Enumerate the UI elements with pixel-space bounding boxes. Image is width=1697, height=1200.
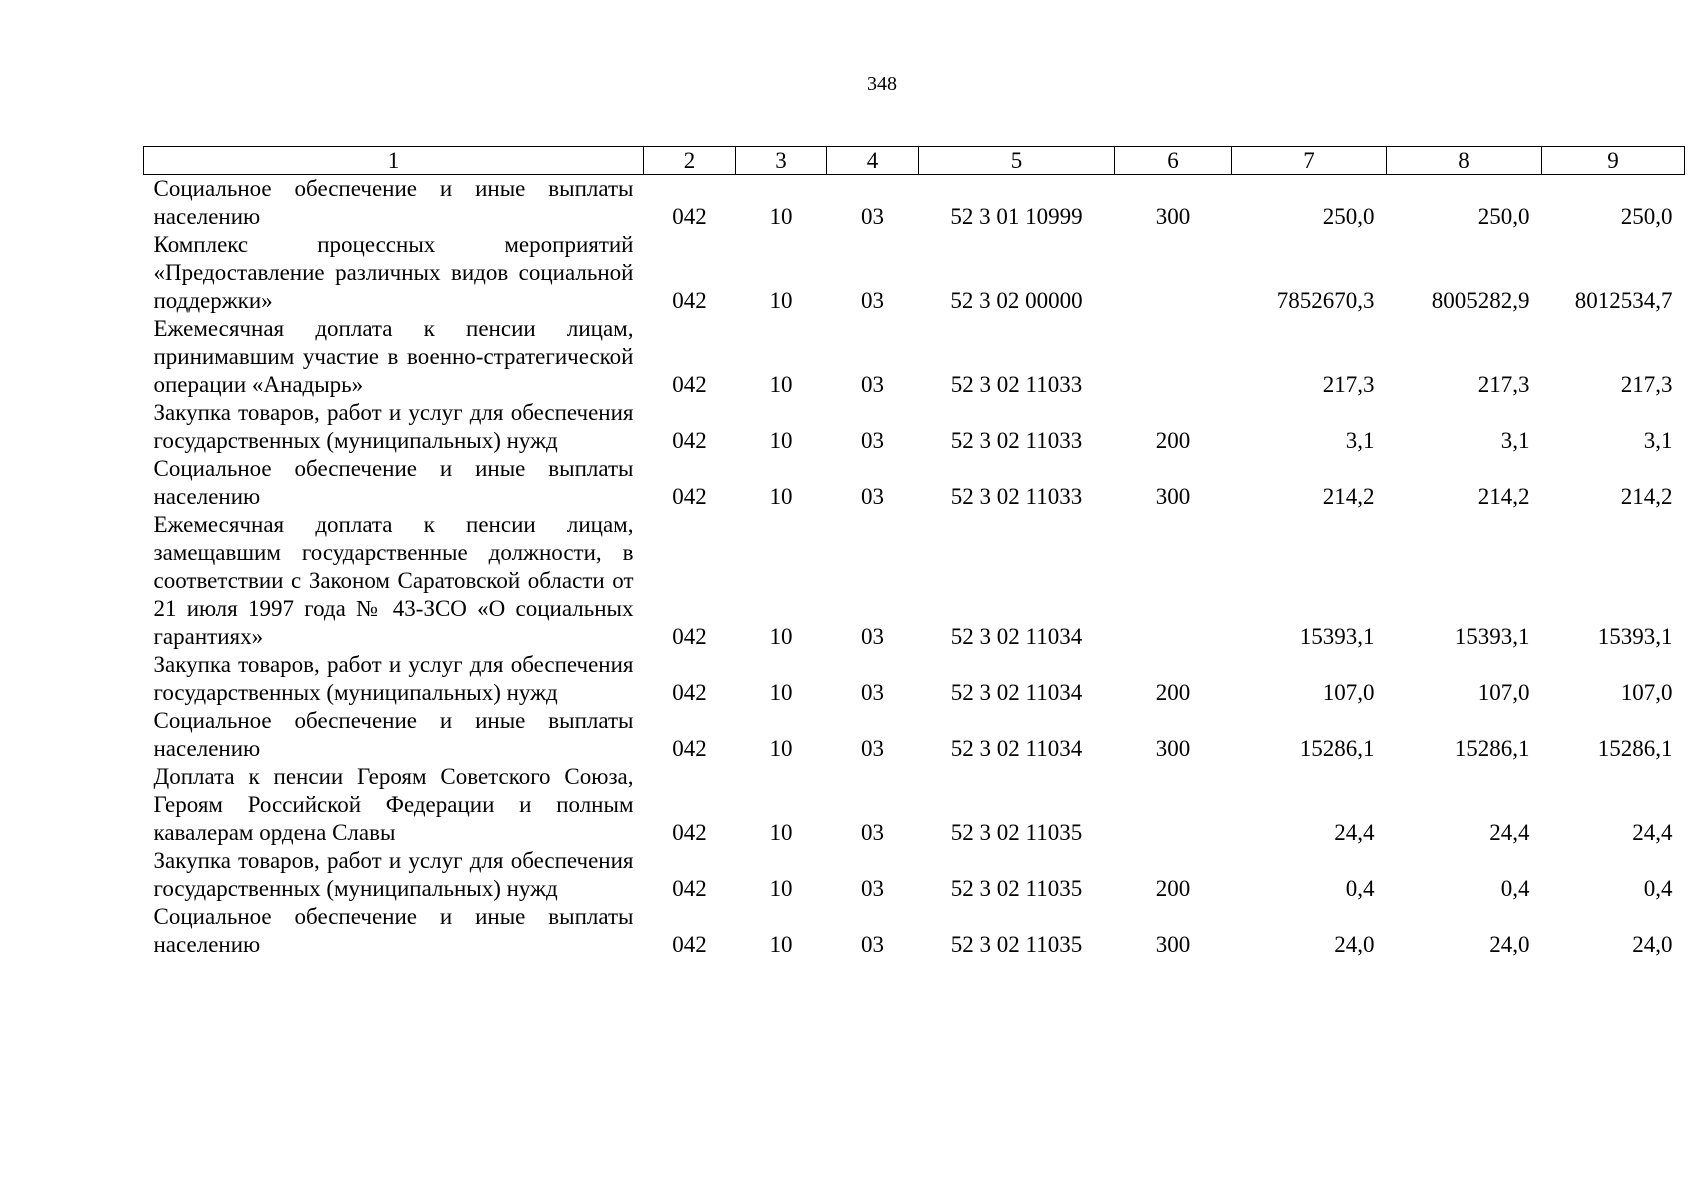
section-code: 10 bbox=[769, 820, 793, 845]
amount-col-8: 0,4 bbox=[1500, 876, 1530, 901]
header-cell-8: 8 bbox=[1387, 147, 1542, 175]
amount-col-7: 15286,1 bbox=[1299, 736, 1375, 761]
expense-type-code bbox=[1115, 511, 1232, 651]
amount-col-9: 0,4 bbox=[1643, 876, 1673, 901]
page-number: 348 bbox=[867, 73, 897, 95]
section-code: 10 bbox=[769, 932, 793, 957]
expense-type-code bbox=[1115, 763, 1232, 847]
amount-col-8: 217,3 bbox=[1477, 372, 1530, 397]
expense-type-code: 300 bbox=[1155, 932, 1191, 957]
section-code: 10 bbox=[769, 624, 793, 649]
target-article-code: 52 3 02 11034 bbox=[950, 680, 1083, 705]
ministry-code: 042 bbox=[672, 428, 707, 453]
amount-col-9: 214,2 bbox=[1620, 484, 1673, 509]
amount-col-8: 24,4 bbox=[1489, 820, 1530, 845]
subsection-code: 03 bbox=[861, 484, 884, 509]
expense-type-code: 200 bbox=[1155, 428, 1191, 453]
header-cell-2: 2 bbox=[644, 147, 736, 175]
section-code: 10 bbox=[769, 288, 793, 313]
item-name: Закупка товаров, работ и услуг для обеспечения государственных (муниципальных) нужд bbox=[153, 400, 634, 453]
amount-col-7: 24,4 bbox=[1334, 820, 1375, 845]
amount-col-8: 107,0 bbox=[1477, 680, 1530, 705]
ministry-code: 042 bbox=[672, 680, 707, 705]
expense-type-code: 300 bbox=[1155, 484, 1191, 509]
header-cell-7: 7 bbox=[1232, 147, 1387, 175]
expense-type-code: 200 bbox=[1155, 876, 1191, 901]
ministry-code: 042 bbox=[672, 372, 707, 397]
expense-type-code: 300 bbox=[1155, 204, 1191, 229]
amount-col-9: 3,1 bbox=[1643, 428, 1673, 453]
ministry-code: 042 bbox=[672, 876, 707, 901]
ministry-code: 042 bbox=[672, 288, 707, 313]
amount-col-8: 250,0 bbox=[1477, 204, 1530, 229]
item-name: Социальное обеспечение и иные выплаты населению bbox=[153, 904, 634, 957]
expense-type-code: 200 bbox=[1155, 680, 1191, 705]
subsection-code: 03 bbox=[861, 428, 884, 453]
target-article-code: 52 3 02 11035 bbox=[950, 932, 1083, 957]
budget-table bbox=[143, 146, 1685, 959]
amount-col-8: 24,0 bbox=[1489, 932, 1530, 957]
amount-col-8: 214,2 bbox=[1477, 484, 1530, 509]
table-row bbox=[144, 763, 1685, 847]
subsection-code: 03 bbox=[861, 680, 884, 705]
amount-col-8: 3,1 bbox=[1500, 428, 1530, 453]
table-row bbox=[144, 847, 1685, 903]
section-code: 10 bbox=[769, 372, 793, 397]
header-cell-1: 1 bbox=[144, 147, 644, 175]
table-header bbox=[144, 147, 1685, 175]
table-row bbox=[144, 231, 1685, 315]
amount-col-7: 15393,1 bbox=[1299, 624, 1375, 649]
amount-col-9: 15393,1 bbox=[1597, 624, 1673, 649]
table-row bbox=[144, 455, 1685, 511]
header-row bbox=[144, 147, 1685, 175]
header-cell-4: 4 bbox=[827, 147, 919, 175]
section-code: 10 bbox=[769, 204, 793, 229]
table-row bbox=[144, 175, 1685, 232]
item-name: Социальное обеспечение и иные выплаты населению bbox=[153, 176, 634, 229]
item-name: Закупка товаров, работ и услуг для обеспечения государственных (муниципальных) нужд bbox=[153, 848, 634, 901]
section-code: 10 bbox=[769, 876, 793, 901]
item-name: Социальное обеспечение и иные выплаты населению bbox=[153, 456, 634, 509]
amount-col-9: 15286,1 bbox=[1597, 736, 1673, 761]
item-name: Социальное обеспечение и иные выплаты населению bbox=[153, 708, 634, 761]
ministry-code: 042 bbox=[672, 820, 707, 845]
amount-col-7: 107,0 bbox=[1322, 680, 1375, 705]
item-name: Ежемесячная доплата к пенсии лицам, принимавшим участие в военно-стратегической операции «Анадырь» bbox=[153, 316, 634, 397]
target-article-code: 52 3 02 11033 bbox=[950, 428, 1083, 453]
target-article-code: 52 3 02 11035 bbox=[950, 820, 1083, 845]
subsection-code: 03 bbox=[861, 736, 884, 761]
amount-col-9: 250,0 bbox=[1620, 204, 1673, 229]
table-row bbox=[144, 707, 1685, 763]
ministry-code: 042 bbox=[672, 624, 707, 649]
subsection-code: 03 bbox=[861, 876, 884, 901]
table-row bbox=[144, 511, 1685, 651]
expense-type-code: 300 bbox=[1155, 736, 1191, 761]
ministry-code: 042 bbox=[672, 204, 707, 229]
table-row bbox=[144, 903, 1685, 959]
subsection-code: 03 bbox=[861, 372, 884, 397]
amount-col-7: 24,0 bbox=[1334, 932, 1375, 957]
expense-type-code bbox=[1115, 315, 1232, 399]
section-code: 10 bbox=[769, 736, 793, 761]
target-article-code: 52 3 02 11035 bbox=[950, 876, 1083, 901]
subsection-code: 03 bbox=[861, 820, 884, 845]
header-cell-3: 3 bbox=[736, 147, 827, 175]
table-row bbox=[144, 399, 1685, 455]
header-cell-6: 6 bbox=[1115, 147, 1232, 175]
amount-col-9: 24,0 bbox=[1632, 932, 1673, 957]
expense-type-code bbox=[1115, 231, 1232, 315]
subsection-code: 03 bbox=[861, 204, 884, 229]
amount-col-7: 214,2 bbox=[1322, 484, 1375, 509]
target-article-code: 52 3 02 11034 bbox=[950, 736, 1083, 761]
item-name: Закупка товаров, работ и услуг для обеспечения государственных (муниципальных) нужд bbox=[153, 652, 634, 705]
amount-col-9: 107,0 bbox=[1620, 680, 1673, 705]
section-code: 10 bbox=[769, 680, 793, 705]
ministry-code: 042 bbox=[672, 736, 707, 761]
subsection-code: 03 bbox=[861, 932, 884, 957]
target-article-code: 52 3 02 11033 bbox=[950, 484, 1083, 509]
subsection-code: 03 bbox=[861, 288, 884, 313]
amount-col-7: 0,4 bbox=[1345, 876, 1375, 901]
target-article-code: 52 3 02 11034 bbox=[950, 624, 1083, 649]
table-body bbox=[144, 175, 1685, 960]
header-cell-9: 9 bbox=[1542, 147, 1685, 175]
section-code: 10 bbox=[769, 484, 793, 509]
item-name: Комплекс процессных мероприятий «Предоставление различных видов социальной поддержки» bbox=[153, 232, 634, 313]
amount-col-7: 250,0 bbox=[1322, 204, 1375, 229]
table-row bbox=[144, 315, 1685, 399]
header-cell-5: 5 bbox=[919, 147, 1115, 175]
amount-col-7: 3,1 bbox=[1345, 428, 1375, 453]
amount-col-8: 8005282,9 bbox=[1431, 288, 1530, 313]
amount-col-9: 217,3 bbox=[1620, 372, 1673, 397]
ministry-code: 042 bbox=[672, 932, 707, 957]
amount-col-7: 7852670,3 bbox=[1276, 288, 1375, 313]
table-row bbox=[144, 651, 1685, 707]
amount-col-8: 15286,1 bbox=[1454, 736, 1530, 761]
ministry-code: 042 bbox=[672, 484, 707, 509]
item-name: Доплата к пенсии Героям Советского Союза, Героям Российской Федерации и полным кавалерам ордена Славы bbox=[153, 764, 634, 845]
item-name: Ежемесячная доплата к пенсии лицам, замещавшим государственные должности, в соответствии с Законом Саратовской области от 21 июля 1997 года № 43-ЗСО «О социальных гарантиях» bbox=[153, 512, 634, 649]
subsection-code: 03 bbox=[861, 624, 884, 649]
amount-col-9: 8012534,7 bbox=[1574, 288, 1673, 313]
target-article-code: 52 3 02 00000 bbox=[950, 288, 1083, 313]
amount-col-8: 15393,1 bbox=[1454, 624, 1530, 649]
target-article-code: 52 3 02 11033 bbox=[950, 372, 1083, 397]
target-article-code: 52 3 01 10999 bbox=[950, 204, 1083, 229]
amount-col-7: 217,3 bbox=[1322, 372, 1375, 397]
section-code: 10 bbox=[769, 428, 793, 453]
amount-col-9: 24,4 bbox=[1632, 820, 1673, 845]
